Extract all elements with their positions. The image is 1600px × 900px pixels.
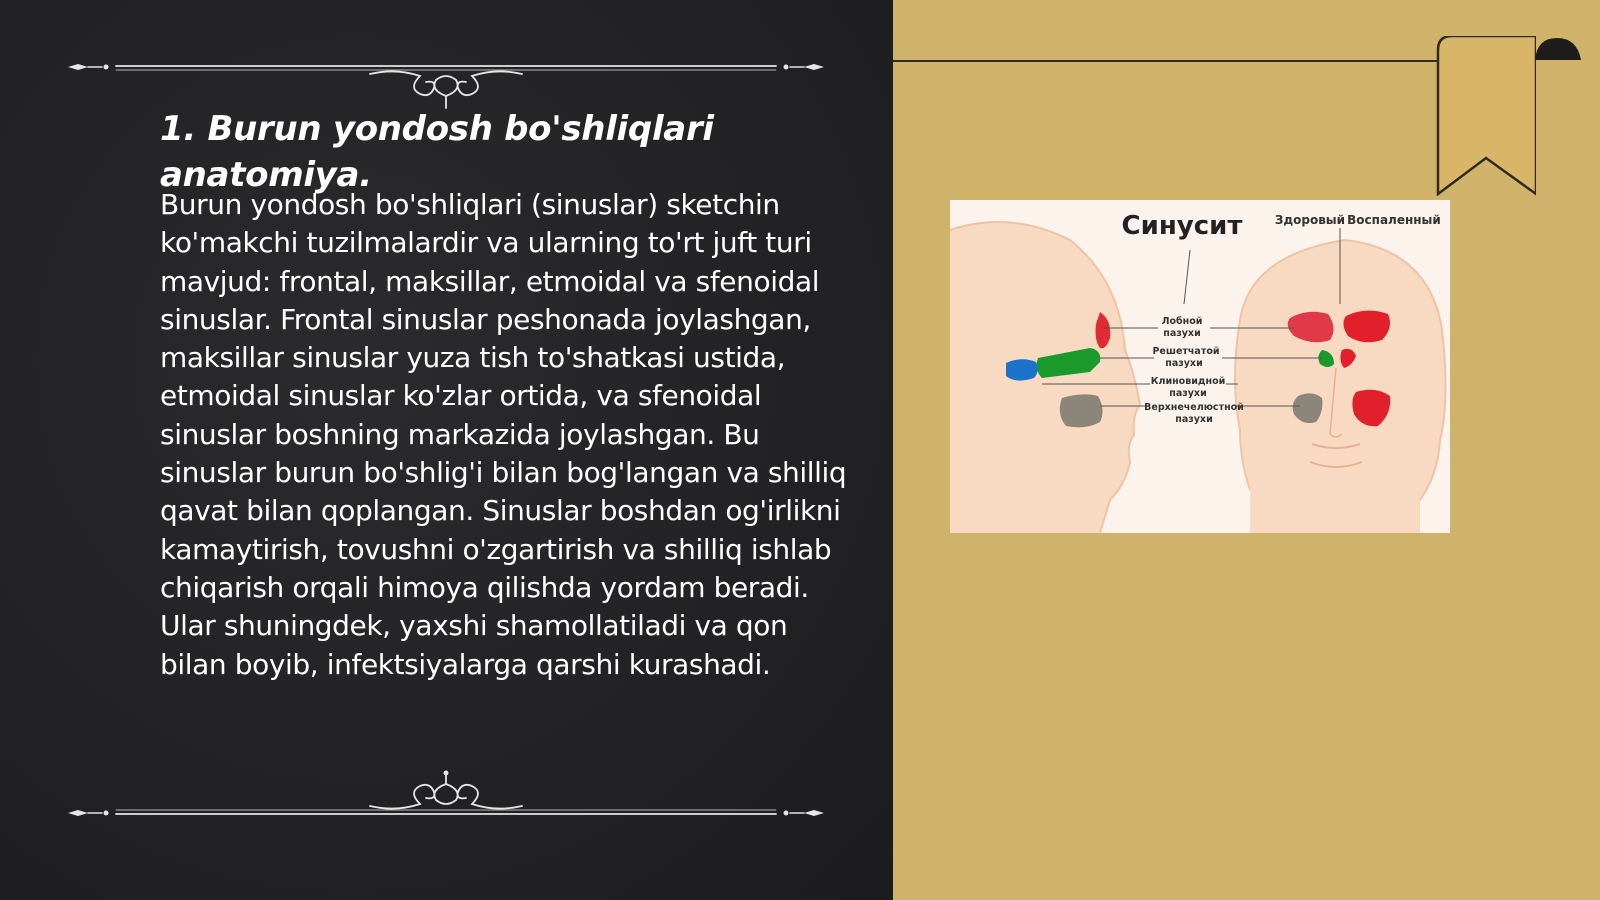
bottom-ornament-divider xyxy=(68,770,824,830)
bookmark-curl-icon xyxy=(1535,36,1585,66)
label-ethmoid: Решетчатой xyxy=(1152,346,1220,357)
top-ornament-divider xyxy=(68,50,824,110)
label-maxillary-2: пазухи xyxy=(1175,414,1213,425)
bookmark-ribbon-icon xyxy=(1436,36,1536,196)
label-sphenoid-2: пазухи xyxy=(1169,388,1207,399)
label-maxillary: Верхнечелюстной xyxy=(1144,402,1244,413)
decorative-rule-line xyxy=(893,60,1438,62)
legend-inflamed: Воспаленный xyxy=(1347,213,1441,227)
label-ethmoid-2: пазухи xyxy=(1165,358,1203,369)
figure-title: Синусит xyxy=(1121,211,1243,241)
legend-healthy: Здоровый xyxy=(1274,213,1346,227)
slide-title: 1. Burun yondosh bo'shliqlari anatomiya. xyxy=(160,109,714,195)
slide-body-text: Burun yondosh bo'shliqlari (sinuslar) sketchin ko'makchi tuzilmalardir va ularning to'rt juft turi mavjud: frontal, maksillar, etmoidal va sfenoidal sinuslar. Frontal sinuslar peshonada joylashgan, maksillar sinuslar yuza tish to'shatkasi ustida, etmoidal sinuslar ko'zlar ortida, va sfenoidal sinuslar boshning markazida joylashgan. Bu sinuslar burun bo'shlig'i bilan bog'langan va shilliq qavat bilan qoplangan. Sinuslar boshdan og'irlikni kamaytirish, tovushni o'zgartirish va shilliq ishlab chiqarish orqali himoya qilishda yordam beradi. Ular shuningdek, yaxshi shamollatiladi va qon bilan boyib, infektsiyalarga qarshi kurashadi. xyxy=(160,188,847,681)
sinusitis-illustration xyxy=(950,200,1450,533)
label-frontal: Лобной xyxy=(1161,316,1203,327)
label-frontal-2: пазухи xyxy=(1163,328,1201,339)
sinus-anatomy-diagram xyxy=(950,200,1450,533)
label-sphenoid: Клиновидной xyxy=(1150,376,1226,387)
